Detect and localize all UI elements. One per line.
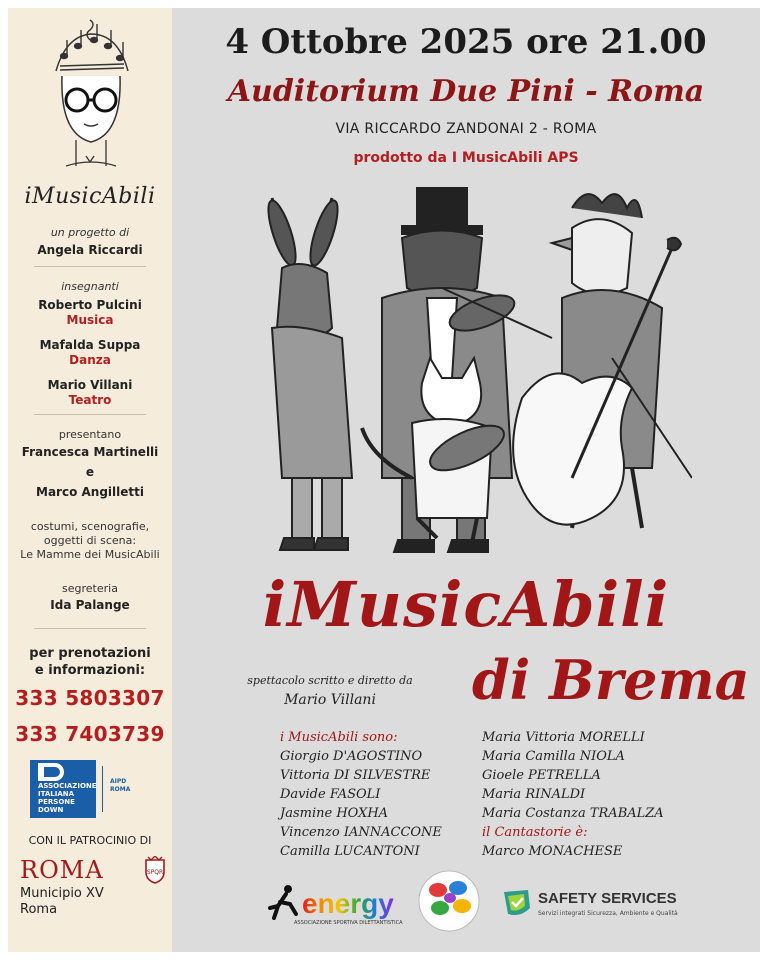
phone-number[interactable]: 333 7403739	[15, 722, 165, 746]
cast-member: Giorgio D'AGOSTINO	[280, 749, 423, 764]
main-panel	[172, 8, 760, 952]
presenter-and: e	[85, 465, 95, 479]
sponsors-row	[268, 868, 688, 938]
aipd-separator	[102, 766, 103, 812]
producer: prodotto da I MusicAbili APS	[353, 150, 579, 166]
presenter-name: Marco Angilletti	[36, 485, 144, 499]
hands-circle-logo-icon	[416, 868, 482, 934]
energy-logo-text	[302, 888, 394, 920]
event-date: 4 Ottobre 2025 ore 21.00	[225, 22, 707, 62]
show-title: iMusicAbili	[262, 568, 670, 641]
aipd-small-line: ROMA	[110, 786, 131, 793]
booking-title: e informazioni:	[34, 663, 146, 678]
show-title-line2: di Brema	[472, 648, 750, 712]
safety-services-subtitle: Servizi integrati Sicurezza, Ambiente e Qualità	[538, 910, 678, 917]
divider	[34, 266, 146, 267]
cast-member: Jasmine HOXHA	[280, 806, 389, 821]
teacher-name: Mafalda Suppa	[39, 338, 141, 352]
roma-crest-icon	[144, 856, 166, 884]
cast-member: Maria Costanza TRABALZA	[482, 806, 664, 821]
teacher-name: Roberto Pulcini	[38, 298, 142, 312]
project-author: Angela Riccardi	[37, 243, 143, 257]
booking-title: per prenotazioni	[29, 646, 151, 661]
secretary-name: Ida Palange	[50, 598, 130, 612]
aipd-text: ASSOCIAZIONE	[38, 782, 97, 790]
safety-shield-icon	[500, 886, 534, 920]
cast-right-column	[482, 728, 664, 861]
written-by-label: spettacolo scritto e diretto da	[247, 674, 413, 687]
runner-icon	[268, 884, 300, 920]
presenters-label: presentano	[58, 428, 122, 441]
bremen-musicians-illustration	[252, 178, 692, 578]
aipd-logo	[30, 760, 150, 818]
roma-logo-text: ROMA	[20, 856, 104, 884]
teacher-role: Teatro	[68, 393, 112, 407]
aipd-text: ITALIANA	[38, 790, 75, 798]
sidebar	[8, 8, 172, 952]
cast-member: Vincenzo IANNACCONE	[280, 825, 442, 840]
event-venue: Auditorium Due Pini - Roma	[227, 74, 705, 109]
aipd-d-icon	[38, 763, 64, 781]
municipio-text: Roma	[20, 902, 58, 917]
musician-portrait-logo-icon	[36, 16, 146, 186]
patronage-label: CON IL PATROCINIO DI	[28, 834, 152, 847]
costumes-by: Le Mamme dei MusicAbili	[20, 548, 160, 561]
cast-member: Camilla LUCANTONI	[280, 844, 420, 859]
energy-word: energy	[302, 888, 394, 919]
phone-number[interactable]: 333 5803307	[15, 686, 165, 710]
aipd-badge	[30, 760, 96, 818]
energy-subtitle: ASSOCIAZIONE SPORTIVA DILETTANTISTICA	[294, 920, 403, 926]
secretary-label: segreteria	[62, 582, 118, 595]
aipd-small-line: AIPD	[110, 778, 127, 785]
storyteller-header: il Cantastorie è:	[482, 825, 588, 840]
event-address: VIA RICCARDO ZANDONAI 2 - ROMA	[335, 121, 597, 137]
cast-member: Maria Camilla NIOLA	[482, 749, 625, 764]
divider	[34, 414, 146, 415]
cast-member: Gioele PETRELLA	[482, 768, 601, 783]
municipio-text: Municipio XV	[20, 886, 104, 901]
costumes-label: oggetti di scena:	[43, 534, 137, 547]
storyteller-name: Marco MONACHESE	[482, 844, 623, 859]
cast-member: Maria RINALDI	[482, 787, 586, 802]
teacher-name: Mario Villani	[47, 378, 133, 392]
svg-text:SPQR: SPQR	[146, 869, 164, 876]
cast-header: i MusicAbili sono:	[280, 730, 398, 745]
cast-member: Davide FASOLI	[280, 787, 381, 802]
presenter-name: Francesca Martinelli	[21, 445, 159, 459]
cast-left-column	[280, 728, 442, 861]
teachers-label: insegnanti	[61, 280, 119, 293]
logo-text: iMusicAbili	[24, 184, 156, 209]
teacher-role: Musica	[66, 313, 114, 327]
aipd-text: PERSONE	[38, 798, 75, 806]
project-label: un progetto di	[50, 226, 130, 239]
safety-services-text: SAFETY SERVICES	[538, 890, 677, 907]
cast-member: Vittoria DI SILVESTRE	[280, 768, 431, 783]
costumes-label: costumi, scenografie,	[30, 520, 150, 533]
cast-member: Maria Vittoria MORELLI	[482, 730, 645, 745]
director-name: Mario Villani	[284, 692, 376, 708]
teacher-role: Danza	[69, 353, 111, 367]
aipd-text: DOWN	[38, 806, 64, 814]
divider	[34, 628, 146, 629]
aipd-small-text	[110, 778, 130, 794]
